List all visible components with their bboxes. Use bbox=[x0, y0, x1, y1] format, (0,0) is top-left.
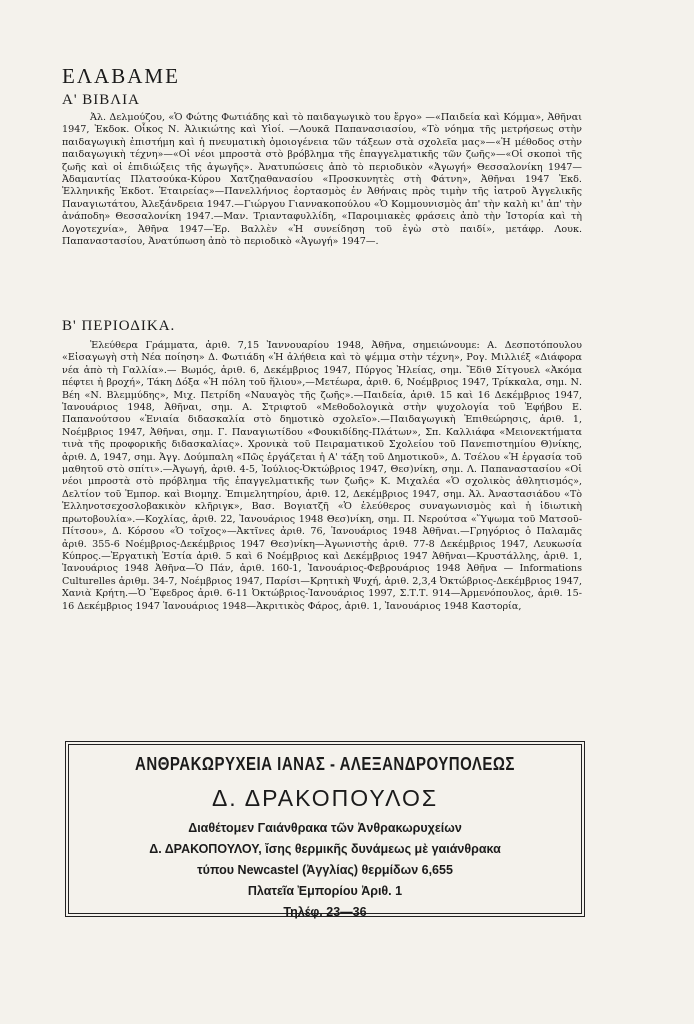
ad-line-2-rest: ἴσης θερμικῆς δυνάμεως μὲ γαιάνθρακα bbox=[261, 842, 501, 856]
ad-header: ΑΝΘΡΑΚΩΡΥΧΕΙΑ ΙΑΝΑΣ - ΑΛΕΞΑΝΔΡΟΥΠΟΛΕΩΣ bbox=[135, 753, 515, 776]
ad-address: Πλατεῖα Ἐμπορίου Ἀριθ. 1 bbox=[247, 884, 403, 898]
section-title-books: Α' ΒΙΒΛΙΑ bbox=[62, 92, 140, 108]
ad-phone: Τηλέφ. 23—36 bbox=[283, 905, 367, 919]
ad-company-name: Δ. ΔΡΑΚΟΠΟΥΛΟΣ bbox=[211, 785, 439, 811]
ad-line-1: Διαθέτομεν Γαιάνθρακα τῶν Ἀνθρακωρυχείων bbox=[188, 821, 462, 835]
books-paragraph: Ἀλ. Δελμούζου, «Ὁ Φώτης Φωτιάδης καὶ τὸ παιδαγωγικὸ του ἔργο» —«Παιδεία καὶ Κόμμα», Ἀθῆναι 1947, Ἐκδοκ. Οἶκος Ν. Ἀλικιώτης καὶ Υἱοί. —Λουκᾶ Παπανασιασίου, «Τὸ νόημα τῆς μετρήσεως στὴν παιδαγωγικὴ ἐπιστήμη καὶ ἡ πνευματικὴ ὁμοιογένεια τῶν τάξεων στὰ σχολεῖα μας»—«Ἡ μέθοδος στὴν παιδαγωγικὴ τέχνη»—«Οἱ νέοι μπροστὰ στὸ βρόβλημα τῆς ἐπαγγελματικῆς τῶν ζωῆς»—«Οἱ σκοποὶ τῆς ζωῆς καὶ οἱ ἐπιδιώξεις τῆς ἀγωγῆς». Ἀνατυπώσεις ἀπὸ τὸ περιοδικὸν «Ἀγωγή» Θεσσαλονίκη 1947—Ἀδαμαντίας Πλατσούκα-Κύρου Χατζηαθανασίου «Προσκυνητὲς στὴ Φάτνη», Ἀθῆναι 1947 Ἐκδ. Ἑλληνικῆς Ἐκδοτ. Ἑταιρείας»—Πανελλήνιος ἑορτασμὸς ἐν Ἀθήναις πρὸς τιμὴν τῆς ἰατροῦ Ἀγγελικῆς Παναγιωτάτου, Ἀλεξάνδρεια 1947.—Γιώργου Γιαννακοπούλου «Ὁ Κομμουνισμὸς ἀπ' τὴν καλὴ κι' ἀπ' τὴν ἀνάποδη» Θεσσαλονίκη 1947.—Μαν. Τριανταφυλλίδη, «Παροιμιακὲς φράσεις ἀπὸ τὴν Ἱστορία καὶ τὴ Λογοτεχνία», Ἀθῆνα 1947—Ἐρ. Βαλλὲν «Ἡ συνείδηση τοῦ ἐγὼ στὸ παιδί», μετάφρ. Λουκ. Παπαναστασίου, Ἀνατύπωση ἀπὸ τὸ περιοδικὸ «Ἀγωγή» 1947—. bbox=[62, 112, 582, 248]
periodicals-paragraph: Ἐλεύθερα Γράμματα, ἀριθ. 7,15 Ἰαννουαρίου 1948, Ἀθῆνα, σημειώνουμε: Α. Δεσποτόπουλου «Εἰσαγωγὴ στὴ Νέα ποίηση» Δ. Φωτιάδη «Ἡ ἀλήθεια καὶ τὸ ψέμμα στὴν τέχνη», Ρογ. Μιλλιέξ «Διάφορα νέα ἀπὸ τὴ Γαλλία».— Βωμός, ἀριθ. 6, Δεκέμβριος 1947, Πύργος Ἠλείας, σημ. Ἔδιθ Σίτγουελ «Ἀκόμα πέφτει ἡ βροχή», Τάκη Δόξα «Ἡ πόλη τοῦ ἥλιου»,—Μετέωρα, ἀριθ. 6, Νοέμβριος 1947, Τρίκκαλα, σημ. Ν. Βέη «Ν. Βλεμμύδης», Μιχ. Πετρίδη «Ναυαγὸς τῆς ζωῆς».—Παιδεία, ἀριθ. 15 καὶ 16 Δεκέμβριος 1947, Ἰανουάριος 1948, Ἀθῆναι, σημ. Α. Στριφτοῦ «Μεθοδολογικὰ στὴν ψυχολογία τοῦ Ἐφήβου Ε. Παπανούτσου «Ἑνιαία διδασκαλία στὸ δημοτικὸ σχολεῖο».—Παιδαγωγικὴ Ἐπιθεώρησις, ἀριθ. 1, Νοέμβριος 1947, Ἀθῆναι, σημ. Γ. Παναγιωτίδου «Φουκιδίδης-Πλάτων», Σπ. Καλλιάφα «Μειονεκτήματα τινὰ τῆς προφορικῆς διδασκαλίας». Χρονικὰ τοῦ Πειραματικοῦ Σχολείου τοῦ Πανεπιστημίου Θ)νίκης, ἀριθ. Δ, 1947, σημ. Ἀγγ. Δούμπαλη «Πῶς ἐργάζεται ἡ Α' τάξη τοῦ Δημοτικοῦ», Δ. Τσέλου «Ἡ ἐργασία τοῦ μαθητοῦ στὸ σπίτι».—Ἀγωγή, ἀριθ. 4-5, Ἰούλιος-Ὀκτώβριος 1947, Θεσ)νίκη, σημ. Λ. Παπαναστασίου «Οἱ νέοι μπροστὰ στὸ πρόβλημα τῆς ἐπαγγελματικῆς των ζωῆς» Κ. Μιχαλέα «Ὁ σχολικὸς ἀθλητισμός», Δελτίον τοῦ Ἐμπορ. καὶ Βιομηχ. Ἐπιμελητηρίου, ἀριθ. 12, Δεκέμβριος 1947, σημ. Ἀλ. Ἀναστασιάδου «Τὸ Ἑλληνοτσεχοσλοβακικὸν κλῆριγκ», Βασ. Βογιατζῆ «Ὁ ἐλεύθερος συναγωνισμὸς καὶ ἡ ἰδιωτικὴ πρωτοβουλία».—Κοχλίας, ἀριθ. 22, Ἰανουάριος 1948 Θεσ)νίκη, σημ. Π. Νερούτσα «Ὕψωμα τοῦ Ματσοῦ-Πίτσου», Δ. Κόρσου «Ὁ τοῖχος»—Ἀκτῖνες ἀριθ. 76, Ἰανουάριος 1948 Ἀθῆναι.—Γρηγόριος ὁ Παλαμᾶς ἀριθ. 355-6 Νοέμβριος-Δεκέμβριος 1947 Θεσ)νίκη—Ἀγωνιστὴς ἀριθ. 77-8 Δεκέμβριος 1947, Λευκωσία Κύπρος.—Ἐργατικὴ Ἑστία ἀριθ. 5 καὶ 6 Νοέμβριος καὶ Δεκέμβριος 1947 Ἀθῆναι—Κρυστάλλης, ἀριθ. 1, Ἰανουάριος 1948 Ἀθῆνα—Ὁ Πάν, ἀριθ. 160-1, Ἰανουάριος-Φεβρουάριος 1948 Ἀθῆνα — Informations Culturelles ἀριθμ. 34-7, Νοέμβριος 1947, Παρίσι—Κρητικὴ Ψυχή, ἀριθ. 2,3,4 Ὀκτώβριος-Δεκέμβριος 1947, Χανιὰ Κρήτη.—Ὁ Ἔφεδρος ἀριθ. 6-11 Ὀκτώβριος-Ἰανουάριος 1997, Σ.Τ.Τ. 914—Ἀρμενόπουλος, ἀριθ. 15-16 Δεκέμβριος 1947 Ἰανουάριος 1948—Ἀκριτικὸς Φάρος, ἀριθ. 1, Ἰανουάριος 1948 Καστορία, bbox=[62, 340, 582, 612]
page-title: ΕΛΑΒΑΜΕ bbox=[62, 64, 180, 88]
ad-brand: Δ. ΔΡΑΚΟΠΟΥΛΟΥ, bbox=[149, 842, 262, 856]
ad-line-2 bbox=[69, 839, 581, 860]
books-list bbox=[62, 112, 582, 312]
periodicals-list bbox=[62, 340, 582, 730]
advertisement-box bbox=[68, 744, 582, 919]
section-title-periodicals: Β' ΠΕΡΙΟΔΙΚΑ. bbox=[62, 318, 176, 334]
ad-line-3: τύπου Newcastel (Ἀγγλίας) θερμίδων 6,655 bbox=[197, 863, 453, 877]
